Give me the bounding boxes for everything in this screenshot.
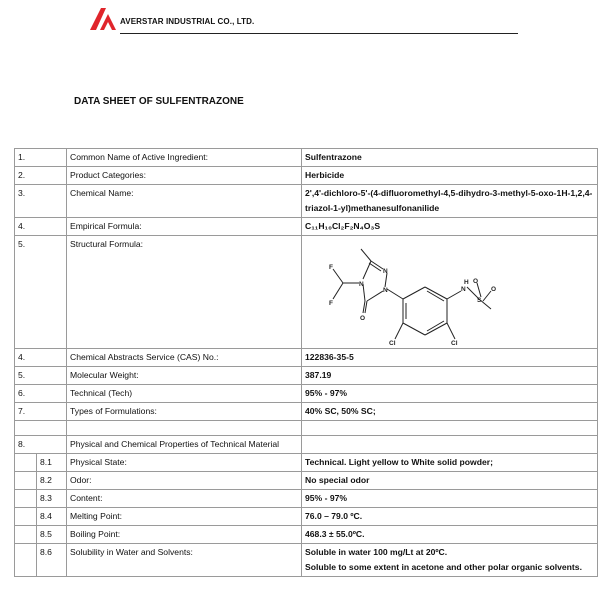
row-value: 76.0 – 79.0 ºC. (302, 508, 598, 526)
table-row (15, 218, 598, 236)
table-row (15, 385, 598, 403)
atom-label: Cl (389, 340, 396, 347)
table-row-blank (15, 421, 598, 436)
row-number: 4. (15, 218, 67, 236)
company-logo (88, 6, 118, 32)
row-value: 387.19 (302, 367, 598, 385)
row-label (67, 436, 302, 454)
row-number: 8. (15, 436, 67, 454)
atom-label: N (461, 286, 466, 293)
table-row (15, 403, 598, 421)
row-value: Technical. Light yellow to White solid powder; (302, 454, 598, 472)
table-row (15, 526, 598, 544)
row-label: Odor: (67, 472, 302, 490)
row-label: Technical (Tech) (67, 385, 302, 403)
table-row (15, 349, 598, 367)
row-label: Content: (67, 490, 302, 508)
row-value-cell (302, 544, 598, 577)
atom-label: O (360, 315, 366, 322)
section-heading: Physical and Chemical Properties of Technical Material (70, 439, 280, 449)
row-subnumber: 8.5 (37, 526, 67, 544)
row-number: 6. (15, 385, 67, 403)
row-value (302, 436, 598, 454)
row-label: Solubility in Water and Solvents: (67, 544, 302, 577)
row-subnumber: 8.6 (37, 544, 67, 577)
row-label: Product Categories: (67, 167, 302, 185)
atom-label: N (359, 281, 364, 288)
row-value: 468.3 ± 55.0ºC. (302, 526, 598, 544)
row-subnumber: 8.2 (37, 472, 67, 490)
row-number (15, 544, 37, 577)
table-row (15, 367, 598, 385)
document-title: DATA SHEET OF SULFENTRAZONE (74, 96, 244, 107)
row-number: 3. (15, 185, 67, 218)
row-value: 122836-35-5 (302, 349, 598, 367)
atom-label: O (473, 278, 479, 285)
table-row (15, 472, 598, 490)
row-value-secondary: Soluble to some extent in acetone and other polar organic solvents. (305, 562, 582, 572)
row-value: 95% - 97% (302, 490, 598, 508)
atom-label: Cl (451, 340, 458, 347)
row-label: Common Name of Active Ingredient: (67, 149, 302, 167)
table-row (15, 508, 598, 526)
row-value: 40% SC, 50% SC; (302, 403, 598, 421)
row-label: Melting Point: (67, 508, 302, 526)
row-label: Chemical Name: (67, 185, 302, 218)
row-label: Empirical Formula: (67, 218, 302, 236)
row-number: 7. (15, 403, 67, 421)
table-row (15, 490, 598, 508)
table-row (15, 454, 598, 472)
row-number: 5. (15, 367, 67, 385)
row-value: 95% - 97% (302, 385, 598, 403)
atom-label: F (329, 264, 333, 271)
atom-label: N (383, 287, 388, 294)
atom-label: S (477, 297, 482, 304)
header-rule (120, 33, 518, 34)
atom-label: O (491, 286, 497, 293)
row-number (15, 508, 37, 526)
row-number: 1. (15, 149, 67, 167)
atom-label: N (383, 268, 388, 275)
row-value: Herbicide (302, 167, 598, 185)
row-value: C₁₁H₁₀Cl₂F₂N₄O₃S (302, 218, 598, 236)
row-number (15, 526, 37, 544)
row-value: 2',4'-dichloro-5'-(4-difluoromethyl-4,5-dihydro-3-methyl-5-oxo-1H-1,2,4-triazol-1-yl)methanesulfonanilide (302, 185, 598, 218)
table-row (15, 236, 598, 349)
row-label: Physical State: (67, 454, 302, 472)
row-value: No special odor (302, 472, 598, 490)
row-label: Boiling Point: (67, 526, 302, 544)
row-label: Structural Formula: (67, 236, 302, 349)
row-number: 4. (15, 349, 67, 367)
table-row (15, 167, 598, 185)
row-number: 5. (15, 236, 67, 349)
table-row (15, 185, 598, 218)
atom-label: F (329, 300, 333, 307)
row-subnumber: 8.4 (37, 508, 67, 526)
row-label (67, 421, 302, 436)
table-row (15, 544, 598, 577)
row-label: Chemical Abstracts Service (CAS) No.: (67, 349, 302, 367)
atom-label: H (464, 279, 469, 286)
row-label: Molecular Weight: (67, 367, 302, 385)
row-value (302, 421, 598, 436)
row-number (15, 472, 37, 490)
structural-formula-cell (302, 236, 598, 349)
data-sheet-table (14, 148, 598, 577)
table-row (15, 436, 598, 454)
row-subnumber: 8.1 (37, 454, 67, 472)
row-number (15, 454, 37, 472)
row-number (15, 421, 67, 436)
company-name: AVERSTAR INDUSTRIAL CO., LTD. (120, 17, 255, 26)
row-subnumber: 8.3 (37, 490, 67, 508)
document-header (88, 6, 518, 34)
row-value: Soluble in water 100 mg/Lt at 20ºC. (305, 547, 448, 557)
row-label: Types of Formulations: (67, 403, 302, 421)
structural-formula-image (299, 239, 499, 347)
row-number: 2. (15, 167, 67, 185)
table-row (15, 149, 598, 167)
row-value: Sulfentrazone (302, 149, 598, 167)
row-number (15, 490, 37, 508)
